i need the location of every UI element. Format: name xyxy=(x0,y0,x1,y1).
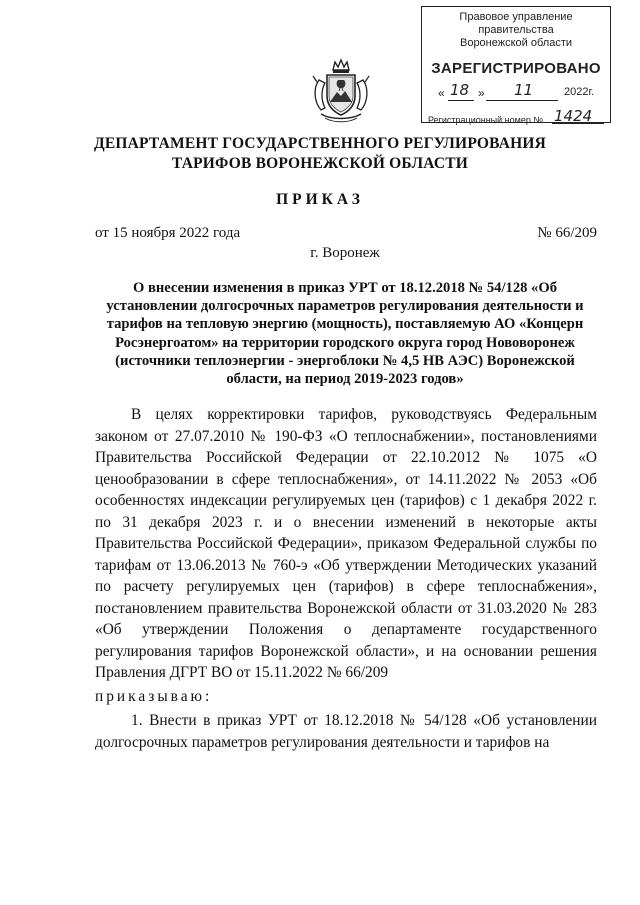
stamp-quote-close: » xyxy=(478,86,485,100)
stamp-quote-open: « xyxy=(438,86,445,100)
stamp-year: 2022г. xyxy=(564,86,595,98)
stamp-registered-label: ЗАРЕГИСТРИРОВАНО xyxy=(431,60,601,77)
stamp-month-underline xyxy=(486,100,558,101)
department-name: ДЕПАРТАМЕНТ ГОСУДАРСТВЕННОГО РЕГУЛИРОВАНИЯ ТАРИФОВ ВОРОНЕЖСКОЙ ОБЛАСТИ xyxy=(93,135,547,172)
order-body xyxy=(95,404,597,753)
stamp-authority-line2: Воронежской области xyxy=(459,37,572,49)
stamp-number-row xyxy=(428,109,604,129)
preamble-paragraph: В целях корректировки тарифов, руководствуясь Федеральным законом от 27.07.2010 № 190-ФЗ «О теплоснабжении», постановлениями Правительства Российской Федерации от 22.10.2012 № 1075 «О ценообразовании в сфере теплоснабжения», от 14.11.2022 № 2053 «Об особенностях индексации регулируемых цен (тарифов) с 1 декабря 2022 г. по 31 декабря 2023 г. и о внесении изменений в некоторые акты Правительства Российской Федерации», приказом Федеральной службы по тарифам от 13.06.2013 № 760-э «Об утверждении Методических указаний по расчету регулируемых цен (тарифов) в сфере теплоснабжения», постановлением правительства Воронежской области от 31.03.2020 № 283 «Об утверждении Положения о департаменте государственного регулирования тарифов Воронежской области», и на основании решения Правления ДГРТ ВО от 15.11.2022 № 66/209 xyxy=(95,406,597,681)
order-city: г. Воронеж xyxy=(310,245,380,261)
order-subject: О внесении изменения в приказ УРТ от 18.12.2018 № 54/128 «Об установлении долгосрочных параметров регулирования деятельности и тарифов на тепловую энергию (мощность), поставляемую АО «Концерн Росэнергоатом» на территории городского округа город Нововоронеж (источники теплоэнергии - энергоблоки № 4,5 НВ АЭС) Воронежской области, на период 2019-2023 годов» xyxy=(106,280,584,388)
coat-of-arms-icon xyxy=(311,58,371,124)
stamp-number-underline xyxy=(552,123,604,124)
stamp-authority-line1: Правовое управление правительства xyxy=(459,11,573,36)
stamp-month: 11 xyxy=(514,81,534,99)
stamp-number-label: Регистрационный номер № xyxy=(428,115,544,125)
stamp-number: 1424 xyxy=(554,107,593,125)
item-1-paragraph: 1. Внести в приказ УРТ от 18.12.2018 № 54/128 «Об установлении долгосрочных параметров регулирования деятельности и тарифов на xyxy=(95,712,597,751)
stamp-day-underline xyxy=(448,100,474,101)
stamp-date-row xyxy=(428,83,604,105)
stamp-day: 18 xyxy=(450,81,470,99)
order-date: от 15 ноября 2022 года xyxy=(95,225,241,241)
decree-word: приказываю: xyxy=(95,687,213,705)
order-title: ПРИКАЗ xyxy=(276,191,364,208)
order-number: № 66/209 xyxy=(537,225,597,241)
registration-stamp xyxy=(421,6,611,123)
